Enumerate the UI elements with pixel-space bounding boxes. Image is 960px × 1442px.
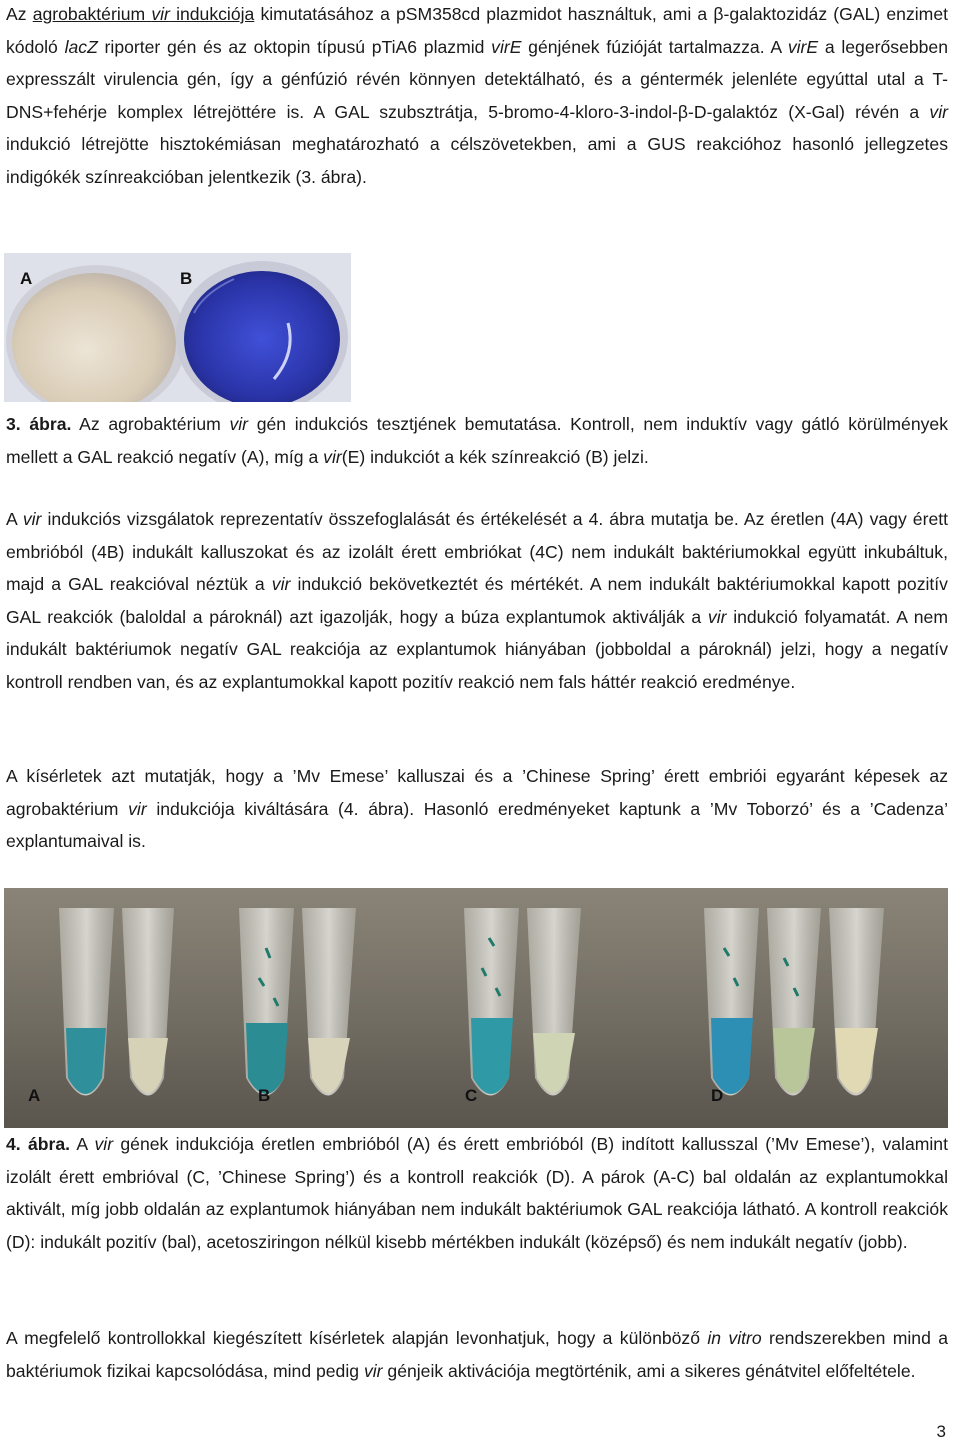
paragraph-intro: Az agrobaktérium vir indukciója kimutatásához a pSM358cd plazmidot használtuk, ami a β-galaktozidáz (GAL) enzimet kódoló lacZ riporter gén és az oktopin típusú pTiA6 plazmid virE génjének fúzióját tartalmazza. A virE a legerősebben expresszált virulencia gén, így a génfúzió révén könnyen detektálható, és a géntermék jelenléte egyúttal utal a T-DNS+fehérje komplex létrejöttére is. A GAL szubsztrátja, 5-bromo-4-kloro-3-indol-β-D-galaktóz (X-Gal) révén a vir indukció létrejötte hisztokémiásan meghatározható a célszövetekben, ami a GUS reakcióhoz hasonló jellegzetes indigókék színreakcióban jelentkezik (3. ábra). bbox=[6, 4, 948, 187]
paragraph-conclusion-1: A kísérletek azt mutatják, hogy a ’Mv Emese’ kalluszai és a ’Chinese Spring’ érett embriói egyaránt képesek az agrobaktérium vir indukciója kiváltására (4. ábra). Hasonló eredményeket kaptunk a ’Mv Toborzó’ és a ’Cadenza’ explantumaival is. bbox=[6, 766, 948, 851]
paragraph-conclusion-2: A megfelelő kontrollokkal kiegészített kísérletek alapján levonhatjuk, hogy a különböző in vitro rendszerekben mind a baktériumok fizikai kapcsolódása, mind pedig vir génjeik aktivációja megtörténik, ami a sikeres génátvitel előfeltétele. bbox=[6, 1328, 948, 1381]
paragraph-results: A vir indukciós vizsgálatok reprezentatív összefoglalását és értékelését a 4. ábra mutatja be. Az éretlen (4A) vagy érett embrióból (4B) indukált kalluszokat és az izolált érett embriókat (4C) nem indukált baktériumokkal együtt inkubáltuk, majd a GAL reakcióval néztük a vir indukció bekövetkeztét és mértékét. A nem indukált baktériumokkal kapott pozitív GAL reakciók (baloldal a pároknál) azt igazolják, hogy a búza explantumok aktiválják a vir indukció folyamatát. A nem indukált baktériumok negatív GAL reakciója az explantumok hiányában (jobboldal a pároknál) jelzi, hogy a negatív kontroll rendben van, és az explantumokkal kapott pozitív reakció nem fals háttér reakció eredménye. bbox=[6, 509, 949, 692]
figure-4-label-d: D bbox=[711, 1086, 724, 1105]
page-number: 3 bbox=[936, 1422, 946, 1441]
figure-4-label-a: A bbox=[28, 1086, 41, 1105]
figure-4-label-b: B bbox=[258, 1086, 271, 1105]
figure-4-label-c: C bbox=[465, 1086, 478, 1105]
well-b bbox=[184, 271, 340, 402]
figure-4-caption: 4. ábra. A vir gének indukciója éretlen embrióból (A) és érett embrióból (B) indított kallusszal (’Mv Emese’), valamint izolált érett embrióval (C, ’Chinese Spring’) és a kontroll reakciók (D). A párok (A-C) bal oldalán az explantumokkal aktivált, míg jobb oldalán az explantumok hiányában nem indukált baktériumok GAL reakciója látható. A kontroll reakciók (D): indukált pozitív (bal), acetosziringon nélkül kisebb mértékben indukált (középső) és nem indukált negatív (jobb). bbox=[6, 1134, 948, 1252]
figure-4-photo bbox=[4, 888, 948, 1128]
figure-3-caption: 3. ábra. Az agrobaktérium vir gén indukciós tesztjének bemutatása. Kontroll, nem induktív vagy gátló körülmények mellett a GAL reakció negatív (A), míg a vir(E) indukciót a kék színreakció (B) jelzi. bbox=[6, 414, 949, 467]
well-plate-illustration bbox=[4, 253, 351, 402]
figure-3-label-b: B bbox=[180, 269, 193, 288]
tube-group-d bbox=[704, 908, 884, 1096]
figure-3-photo bbox=[4, 253, 351, 402]
figure-3-label-a: A bbox=[20, 269, 33, 288]
